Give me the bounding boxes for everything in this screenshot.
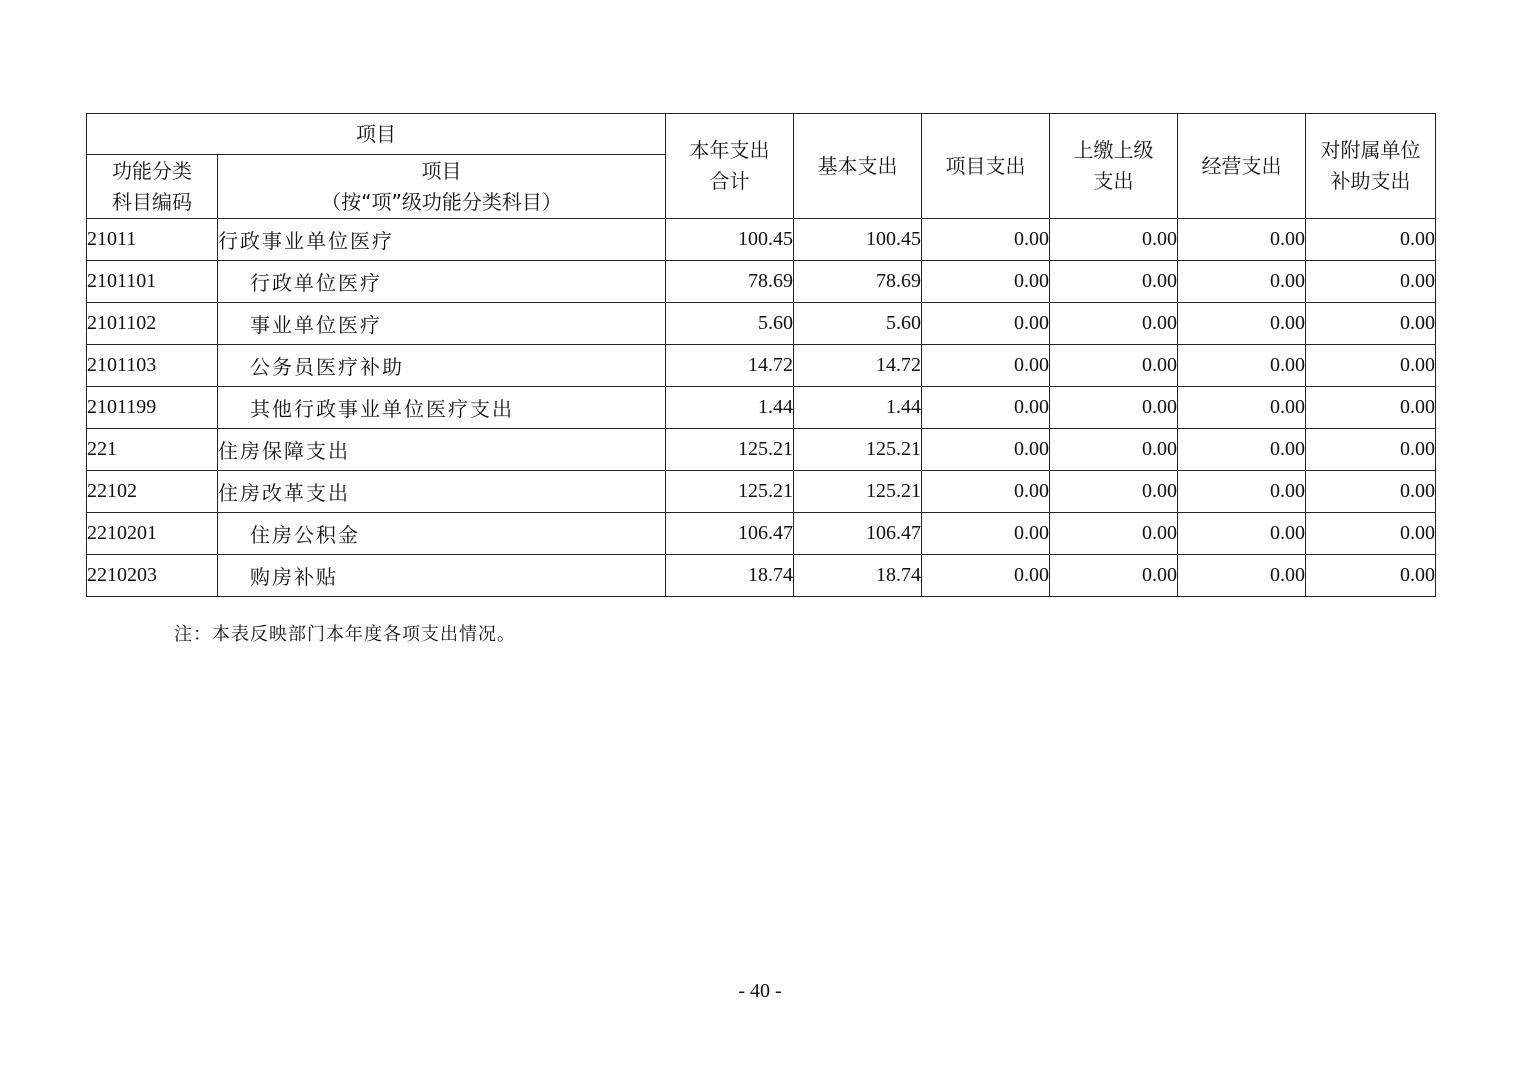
cell-subsidy: 0.00	[1306, 345, 1436, 387]
table-row	[87, 219, 1436, 261]
cell-operating: 0.00	[1178, 261, 1306, 303]
cell-name: 住房公积金	[218, 513, 666, 555]
cell-name: 公务员医疗补助	[218, 345, 666, 387]
cell-code: 2210203	[87, 555, 218, 597]
cell-project: 0.00	[922, 555, 1050, 597]
table-row	[87, 303, 1436, 345]
cell-project: 0.00	[922, 429, 1050, 471]
cell-subsidy: 0.00	[1306, 261, 1436, 303]
cell-basic: 125.21	[794, 429, 922, 471]
cell-project: 0.00	[922, 303, 1050, 345]
cell-basic: 78.69	[794, 261, 922, 303]
cell-name: 住房改革支出	[218, 471, 666, 513]
cell-code: 2101199	[87, 387, 218, 429]
cell-remit: 0.00	[1050, 555, 1178, 597]
cell-operating: 0.00	[1178, 219, 1306, 261]
cell-subsidy: 0.00	[1306, 429, 1436, 471]
expenditure-table	[86, 113, 1436, 597]
cell-basic: 100.45	[794, 219, 922, 261]
header-name: 项目 （按“项”级功能分类科目）	[218, 155, 666, 219]
cell-basic: 5.60	[794, 303, 922, 345]
header-item-group: 项目	[87, 114, 666, 155]
cell-subsidy: 0.00	[1306, 513, 1436, 555]
cell-project: 0.00	[922, 387, 1050, 429]
header-total: 本年支出 合计	[666, 114, 794, 219]
cell-project: 0.00	[922, 261, 1050, 303]
cell-name: 购房补贴	[218, 555, 666, 597]
cell-remit: 0.00	[1050, 387, 1178, 429]
cell-project: 0.00	[922, 471, 1050, 513]
cell-total: 14.72	[666, 345, 794, 387]
header-basic: 基本支出	[794, 114, 922, 219]
cell-code: 2101102	[87, 303, 218, 345]
table-row	[87, 513, 1436, 555]
cell-total: 125.21	[666, 429, 794, 471]
cell-operating: 0.00	[1178, 429, 1306, 471]
cell-code: 2101101	[87, 261, 218, 303]
cell-subsidy: 0.00	[1306, 219, 1436, 261]
table-row	[87, 345, 1436, 387]
header-code: 功能分类 科目编码	[87, 155, 218, 219]
cell-code: 2101103	[87, 345, 218, 387]
cell-remit: 0.00	[1050, 219, 1178, 261]
cell-subsidy: 0.00	[1306, 471, 1436, 513]
cell-code: 22102	[87, 471, 218, 513]
cell-operating: 0.00	[1178, 471, 1306, 513]
cell-operating: 0.00	[1178, 303, 1306, 345]
cell-subsidy: 0.00	[1306, 555, 1436, 597]
header-subsidy: 对附属单位 补助支出	[1306, 114, 1436, 219]
cell-name: 住房保障支出	[218, 429, 666, 471]
cell-basic: 18.74	[794, 555, 922, 597]
table-row	[87, 471, 1436, 513]
cell-total: 125.21	[666, 471, 794, 513]
cell-remit: 0.00	[1050, 303, 1178, 345]
cell-total: 18.74	[666, 555, 794, 597]
cell-remit: 0.00	[1050, 345, 1178, 387]
cell-name: 行政事业单位医疗	[218, 219, 666, 261]
header-remit: 上缴上级 支出	[1050, 114, 1178, 219]
cell-total: 5.60	[666, 303, 794, 345]
cell-basic: 14.72	[794, 345, 922, 387]
cell-total: 1.44	[666, 387, 794, 429]
header-project: 项目支出	[922, 114, 1050, 219]
cell-operating: 0.00	[1178, 555, 1306, 597]
cell-operating: 0.00	[1178, 513, 1306, 555]
cell-total: 106.47	[666, 513, 794, 555]
cell-basic: 125.21	[794, 471, 922, 513]
cell-name: 行政单位医疗	[218, 261, 666, 303]
cell-total: 100.45	[666, 219, 794, 261]
cell-remit: 0.00	[1050, 471, 1178, 513]
cell-code: 2210201	[87, 513, 218, 555]
page-number: - 40 -	[738, 980, 782, 1002]
cell-subsidy: 0.00	[1306, 303, 1436, 345]
table-row	[87, 555, 1436, 597]
cell-project: 0.00	[922, 513, 1050, 555]
cell-project: 0.00	[922, 345, 1050, 387]
cell-subsidy: 0.00	[1306, 387, 1436, 429]
header-operating: 经营支出	[1178, 114, 1306, 219]
cell-remit: 0.00	[1050, 513, 1178, 555]
cell-code: 221	[87, 429, 218, 471]
table-row	[87, 261, 1436, 303]
cell-project: 0.00	[922, 219, 1050, 261]
cell-remit: 0.00	[1050, 261, 1178, 303]
cell-total: 78.69	[666, 261, 794, 303]
cell-name: 其他行政事业单位医疗支出	[218, 387, 666, 429]
cell-remit: 0.00	[1050, 429, 1178, 471]
table-note: 注：本表反映部门本年度各项支出情况。	[174, 624, 516, 645]
cell-name: 事业单位医疗	[218, 303, 666, 345]
table-row	[87, 387, 1436, 429]
cell-basic: 106.47	[794, 513, 922, 555]
table-row	[87, 429, 1436, 471]
cell-operating: 0.00	[1178, 387, 1306, 429]
cell-basic: 1.44	[794, 387, 922, 429]
cell-code: 21011	[87, 219, 218, 261]
cell-operating: 0.00	[1178, 345, 1306, 387]
